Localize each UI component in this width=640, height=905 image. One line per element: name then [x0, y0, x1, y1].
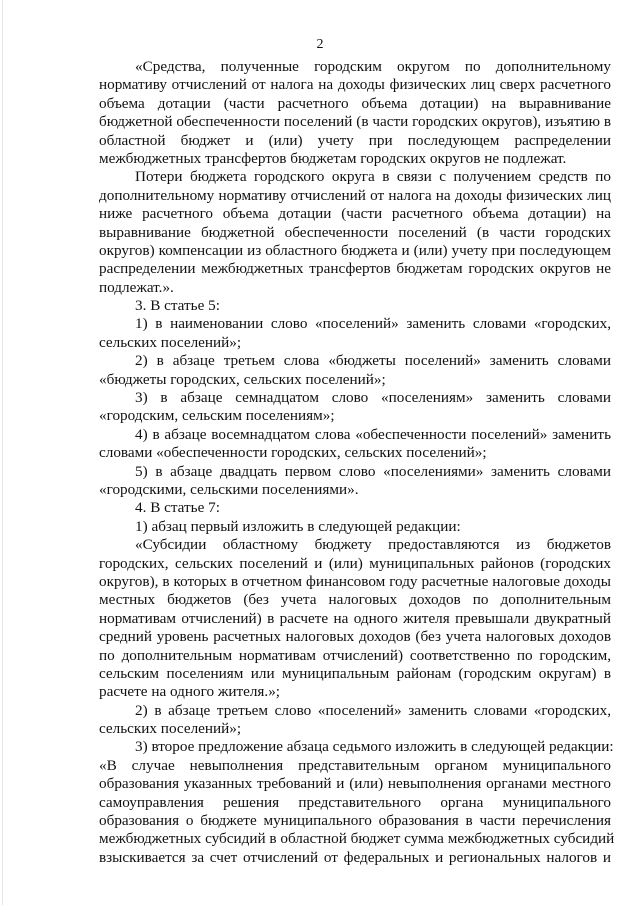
text-line: областной бюджет и (или) учету при последующем распределении	[99, 131, 611, 149]
text-line: 3) в абзаце семнадцатом слово «поселениям» заменить словами	[135, 389, 611, 407]
text-line: 5) в абзаце двадцать первом слово «поселениями» заменить словами	[135, 462, 611, 480]
text-line: 2) в абзаце третьем слова «бюджеты поселений» заменить словами	[135, 352, 611, 370]
text-line: 2) в абзаце третьем слово «поселений» заменить словами «городских,	[135, 701, 611, 719]
text-line: межбюджетных субсидий в областной бюджет сумма межбюджетных субсидий	[99, 830, 615, 848]
text-line: округов), в которых в отчетном финансовом году расчетные налоговые доходы	[99, 572, 611, 590]
text-line: 4) в абзаце восемнадцатом слова «обеспеченности поселений» заменить	[135, 425, 611, 443]
text-line: выравнивание бюджетной обеспеченности поселений (в части городских	[99, 223, 611, 241]
text-line: сельским поселениям или муниципальным районам (городским округам) в	[99, 664, 611, 682]
text-line: местных бюджетов (без учета налоговых доходов по дополнительным	[99, 591, 611, 609]
document-body	[99, 58, 615, 867]
text-line: образования о бюджете муниципального образования в части перечисления	[99, 812, 611, 830]
text-line: образования указанных требований и (или) невыполнения органами местного	[99, 775, 611, 793]
text-line: 1) в наименовании слово «поселений» заменить словами «городских,	[135, 315, 611, 333]
scan-edge-line	[2, 0, 3, 905]
text-line: по дополнительным нормативам отчислений) соответственно по городским,	[99, 646, 611, 664]
text-line: Потери бюджета городского округа в связи с получением средств по	[135, 168, 611, 186]
text-line: расчете на одного жителя.»;	[99, 683, 281, 701]
text-line: бюджетной обеспеченности поселений (в части городских округов), изъятию в	[99, 113, 611, 131]
text-line: «Субсидии областному бюджету предоставляются из бюджетов	[135, 536, 611, 554]
text-line: 3. В статье 5:	[135, 297, 220, 315]
text-line: нормативу отчислений от налога на доходы физических лиц сверх расчетного	[99, 76, 611, 94]
text-line: «В случае невыполнения представительным органом муниципального	[99, 756, 611, 774]
text-line: округов) компенсации из областного бюджета и (или) учету при последующем	[99, 241, 611, 259]
text-line: словами «обеспеченности городских, сельских поселений»;	[99, 444, 487, 462]
text-line: «городским, сельским поселениям»;	[99, 407, 335, 425]
text-line: сельских поселений»;	[99, 333, 242, 351]
text-line: сельских поселений»;	[99, 720, 242, 738]
text-line: объема дотации (части расчетного объема дотации) на выравнивание	[99, 94, 611, 112]
text-line: подлежат.».	[99, 278, 174, 296]
text-line: межбюджетных трансфертов бюджетам городских округов не подлежат.	[99, 149, 567, 167]
text-line: нормативам отчислений) в расчете на одного жителя превышали двукратный	[99, 609, 611, 627]
text-line: распределении межбюджетных трансфертов бюджетам городских округов не	[99, 260, 611, 278]
text-line: дополнительному нормативу отчислений от налога на доходы физических лиц	[99, 186, 611, 204]
text-line: ниже расчетного объема дотации (части расчетного объема дотации) на	[99, 205, 611, 223]
text-line: городских, сельских поселений и (или) муниципальных районов (городских	[99, 554, 611, 572]
page-number: 2	[316, 37, 324, 52]
text-line: средний уровень расчетных налоговых доходов (без учета налоговых доходов	[99, 628, 611, 646]
text-line: 1) абзац первый изложить в следующей редакции:	[135, 517, 461, 535]
text-line: 3) второе предложение абзаца седьмого изложить в следующей редакции:	[135, 738, 614, 756]
text-line: «Средства, полученные городским округом по дополнительному	[135, 58, 611, 75]
text-line: самоуправления решения представительного органа муниципального	[99, 793, 611, 811]
text-line: взыскивается за счет отчислений от федеральных и региональных налогов и	[99, 848, 611, 866]
text-line: 4. В статье 7:	[135, 499, 220, 517]
text-line: «городскими, сельскими поселениями».	[99, 480, 359, 498]
text-line: «бюджеты городских, сельских поселений»;	[99, 370, 386, 388]
